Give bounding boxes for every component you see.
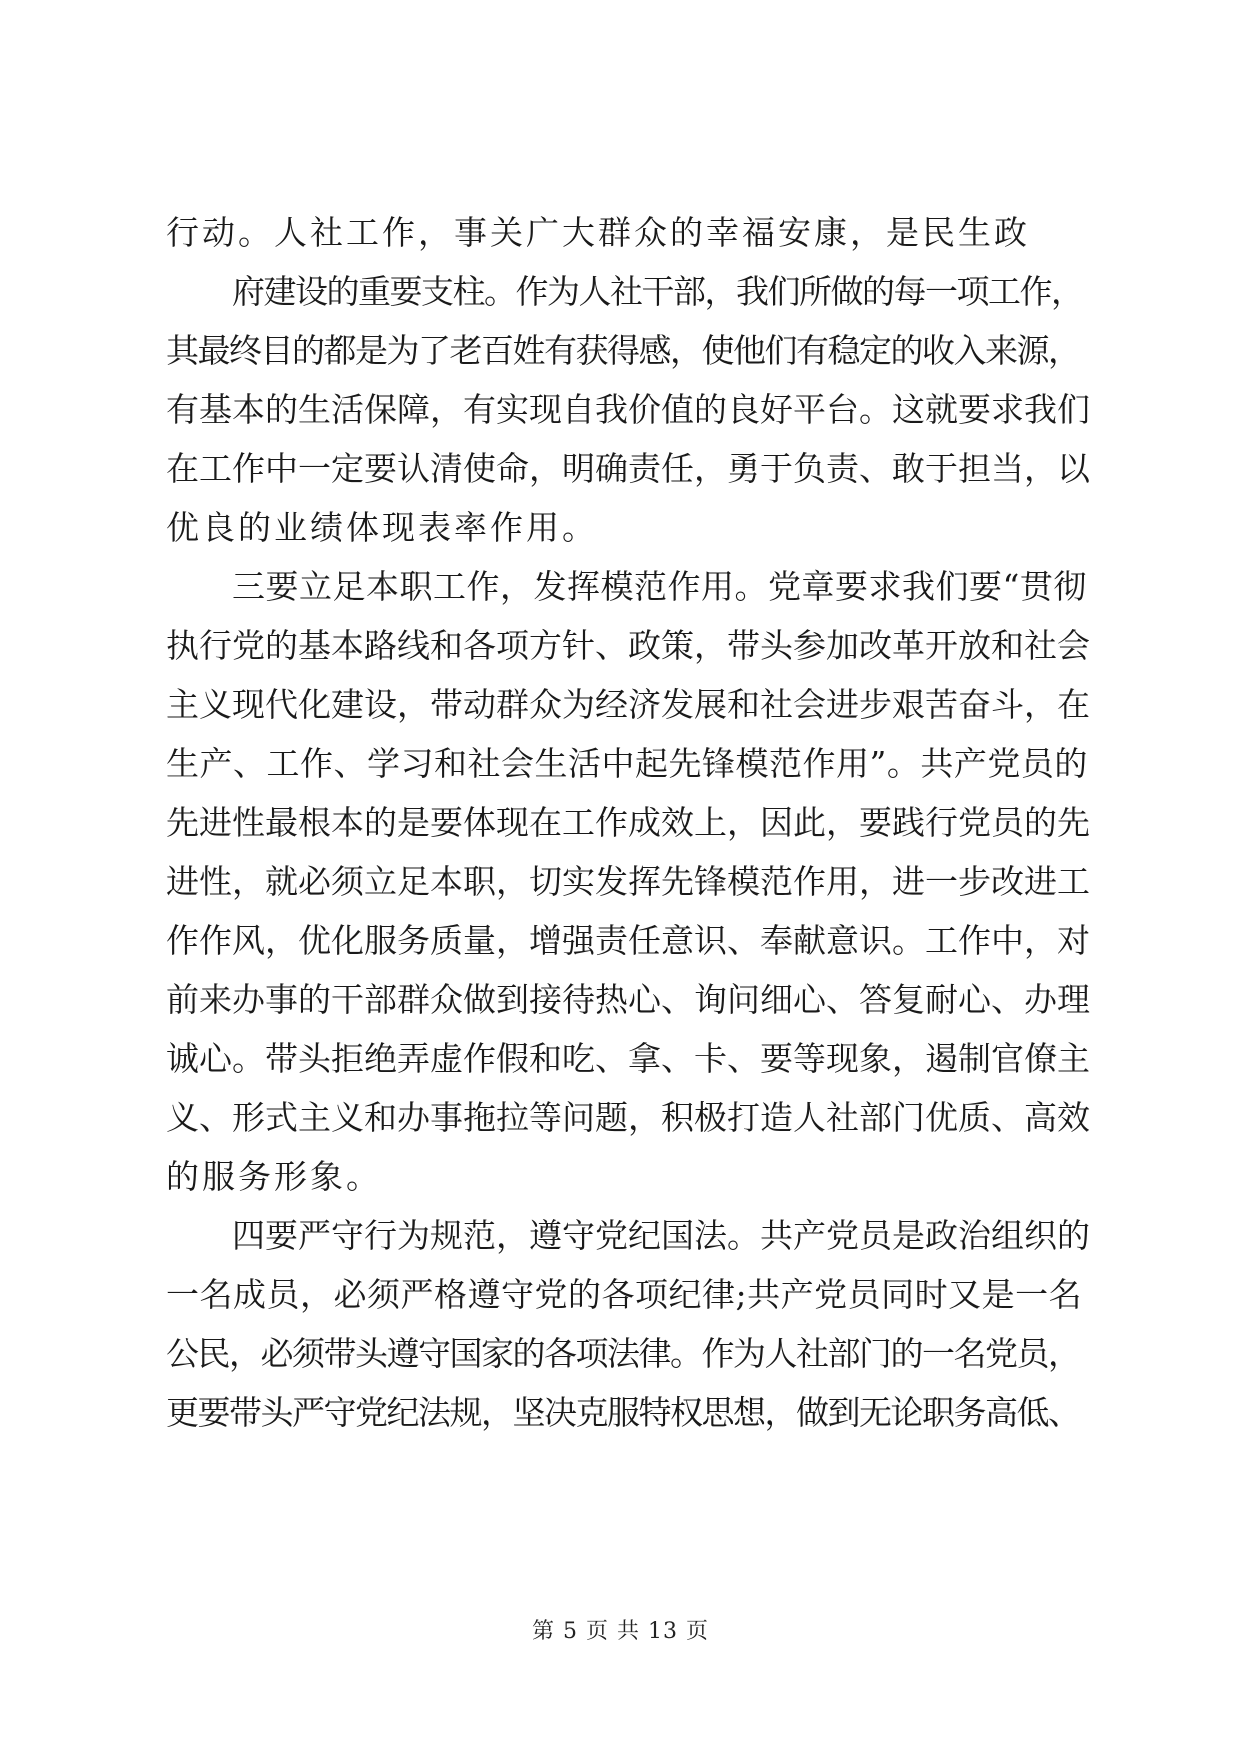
text-line-12: 进性，就必须立足本职，切实发挥先锋模范作用，进一步改进工 (166, 862, 1090, 901)
text-line-14: 前来办事的干部群众做到接待热心、询问细心、答复耐心、办理 (166, 980, 1090, 1019)
text-line-19: 一名成员，必须严格遵守党的各项纪律;共产党员同时又是一名 (166, 1275, 1083, 1314)
text-line-13: 作作风，优化服务质量，增强责任意识、奉献意识。工作中，对 (166, 921, 1090, 960)
text-line-16: 义、形式主义和办事拖拉等问题，积极打造人社部门优质、高效 (166, 1098, 1090, 1137)
text-line-3: 其最终目的都是为了老百姓有获得感，使他们有稳定的收入来源， (166, 331, 1080, 370)
text-line-15: 诚心。带头拒绝弄虚作假和吃、拿、卡、要等现象，遏制官僚主 (166, 1039, 1090, 1078)
text-line-7: 三要立足本职工作，发挥模范作用。党章要求我们要“贯彻 (232, 567, 1087, 606)
text-line-10: 生产、工作、学习和社会生活中起先锋模范作用”。共产党员的 (166, 744, 1088, 783)
text-line-21: 更要带头严守党纪法规，坚决克服特权思想，做到无论职务高低、 (166, 1393, 1080, 1432)
text-line-4: 有基本的生活保障，有实现自我价值的良好平台。这就要求我们 (166, 390, 1090, 429)
text-line-1: 行动。人社工作，事关广大群众的幸福安康，是民生政 (166, 213, 1030, 252)
text-line-18: 四要严守行为规范，遵守党纪国法。共产党员是政治组织的 (232, 1216, 1090, 1255)
page-footer: 第 5 页 共 13 页 (532, 1619, 709, 1644)
text-line-8: 执行党的基本路线和各项方针、政策，带头参加改革开放和社会 (166, 626, 1090, 665)
text-line-11: 先进性最根本的是要体现在工作成效上，因此，要践行党员的先 (166, 803, 1090, 842)
text-line-6: 优良的业绩体现表率作用。 (166, 508, 598, 547)
text-line-2: 府建设的重要支柱。作为人社干部，我们所做的每一项工作， (232, 272, 1083, 311)
text-line-20: 公民，必须带头遵守国家的各项法律。作为人社部门的一名党员， (166, 1334, 1080, 1373)
text-line-17: 的服务形象。 (166, 1157, 382, 1196)
text-line-9: 主义现代化建设，带动群众为经济发展和社会进步艰苦奋斗，在 (166, 685, 1090, 724)
text-line-5: 在工作中一定要认清使命，明确责任，勇于负责、敢于担当，以 (166, 449, 1090, 488)
